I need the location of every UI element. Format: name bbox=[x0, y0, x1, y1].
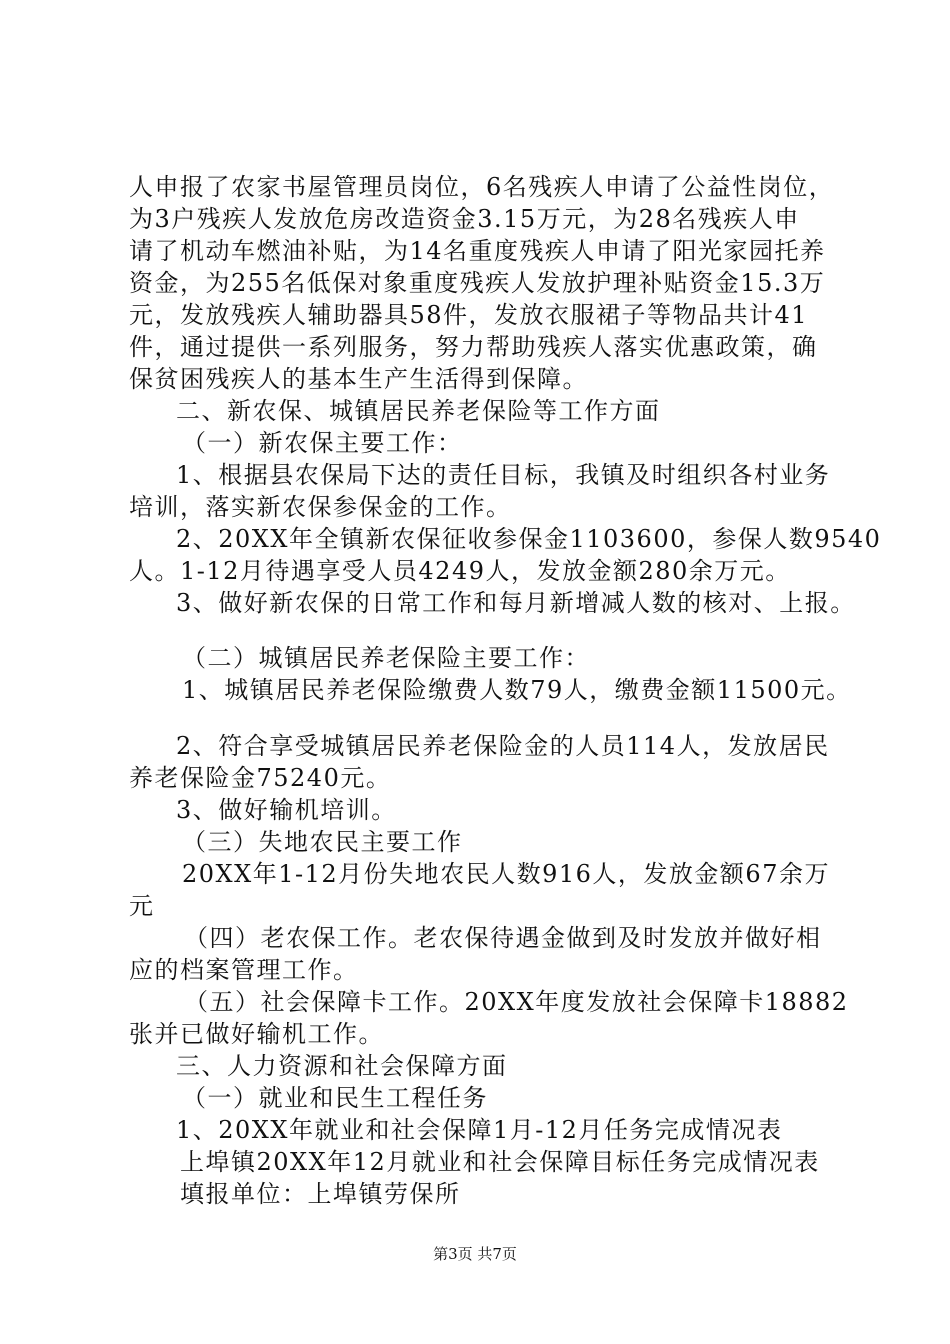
body-line: 件，通过提供一系列服务，努力帮助残疾人落实优惠政策，确 bbox=[129, 333, 818, 361]
body-line: 为3户残疾人发放危房改造资金3.15万元，为28名残疾人申 bbox=[129, 205, 800, 233]
body-line: 1、城镇居民养老保险缴费人数79人，缴费金额11500元。 bbox=[182, 676, 852, 704]
body-line: 元 bbox=[129, 892, 155, 920]
subsection-heading: （二）城镇居民养老保险主要工作： bbox=[182, 644, 590, 672]
body-line: 1、根据县农保局下达的责任目标，我镇及时组织各村业务 bbox=[176, 461, 831, 489]
body-line: 资金，为255名低保对象重度残疾人发放护理补贴资金15.3万 bbox=[129, 269, 826, 297]
body-line: 3、做好新农保的日常工作和每月新增减人数的核对、上报。 bbox=[176, 589, 856, 617]
section-heading: 三、人力资源和社会保障方面 bbox=[176, 1052, 508, 1080]
body-line: 养老保险金75240元。 bbox=[129, 764, 392, 792]
body-line: （五）社会保障卡工作。20XX年度发放社会保障卡18882 bbox=[184, 988, 849, 1016]
body-line: 培训，落实新农保参保金的工作。 bbox=[129, 493, 512, 521]
section-heading: 二、新农保、城镇居民养老保险等工作方面 bbox=[176, 397, 661, 425]
body-line: 2、符合享受城镇居民养老保险金的人员114人，发放居民 bbox=[176, 732, 830, 760]
table-unit-label: 填报单位：上埠镇劳保所 bbox=[180, 1180, 461, 1208]
body-line: 2、20XX年全镇新农保征收参保金1103600，参保人数9540 bbox=[176, 525, 882, 553]
body-line: 张并已做好输机工作。 bbox=[129, 1020, 384, 1048]
subsection-heading: （一）就业和民生工程任务 bbox=[182, 1084, 488, 1112]
body-line: 应的档案管理工作。 bbox=[129, 956, 359, 984]
body-line: 元，发放残疾人辅助器具58件，发放衣服裙子等物品共计41 bbox=[129, 301, 809, 329]
body-line: 1、20XX年就业和社会保障1月-12月任务完成情况表 bbox=[176, 1116, 783, 1144]
page-number: 第3页 共7页 bbox=[433, 1245, 517, 1263]
body-line: 3、做好输机培训。 bbox=[176, 796, 397, 824]
subsection-heading: （一）新农保主要工作： bbox=[182, 429, 463, 457]
body-line: 保贫困残疾人的基本生产生活得到保障。 bbox=[129, 365, 588, 393]
body-line: 请了机动车燃油补贴，为14名重度残疾人申请了阳光家园托养 bbox=[129, 237, 826, 265]
body-line: 人申报了农家书屋管理员岗位，6名残疾人申请了公益性岗位， bbox=[129, 173, 835, 201]
table-title: 上埠镇20XX年12月就业和社会保障目标任务完成情况表 bbox=[180, 1148, 820, 1176]
subsection-heading: （三）失地农民主要工作 bbox=[182, 828, 463, 856]
body-line: （四）老农保工作。老农保待遇金做到及时发放并做好相 bbox=[184, 924, 822, 952]
body-line: 20XX年1-12月份失地农民人数916人，发放金额67余万 bbox=[182, 860, 830, 888]
body-line: 人。1-12月待遇享受人员4249人，发放金额280余万元。 bbox=[129, 557, 791, 585]
